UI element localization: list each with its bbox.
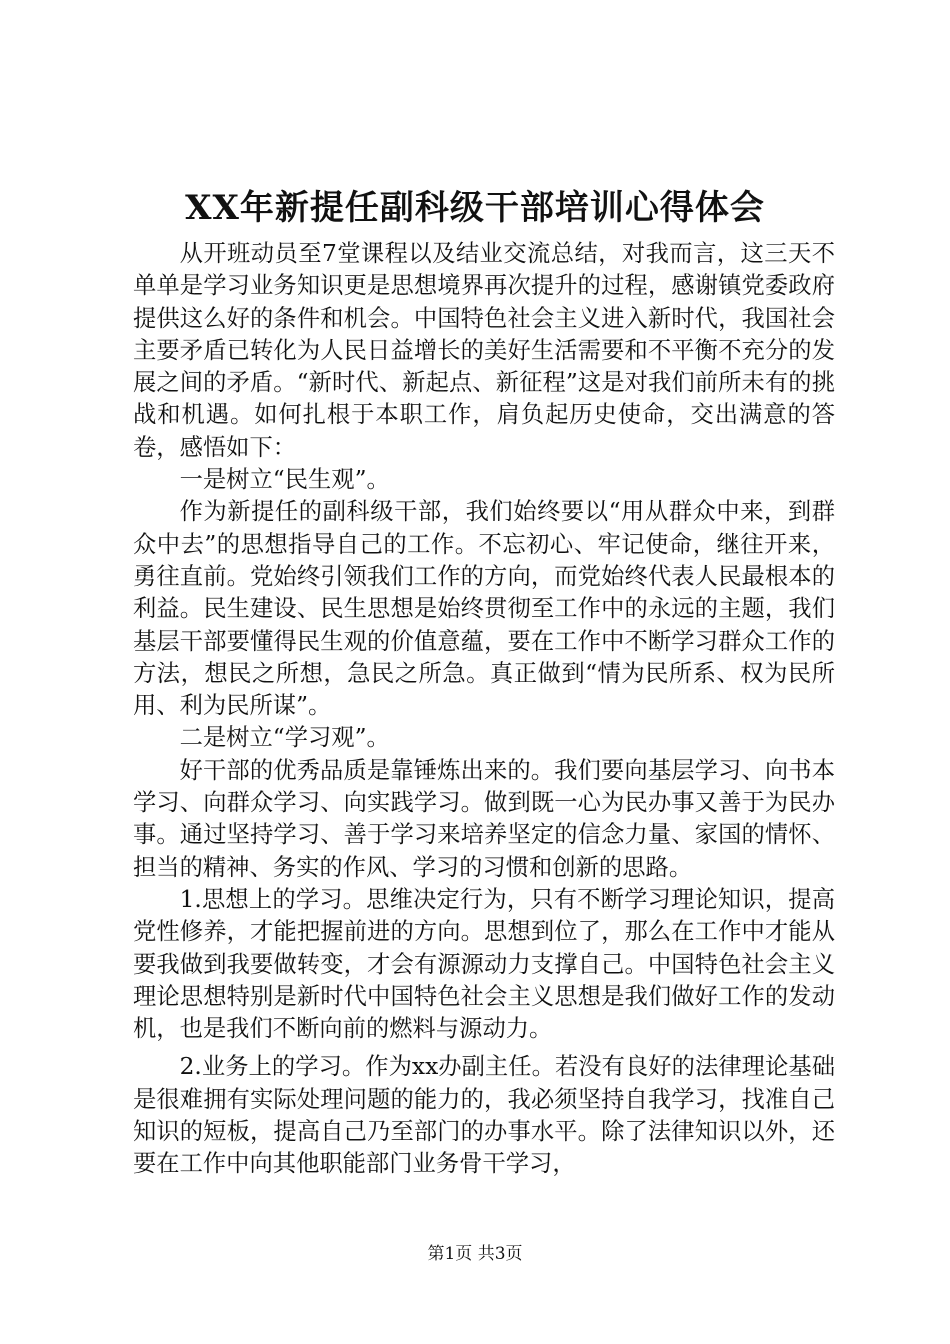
paragraph-minsheng: 作为新提任的副科级干部，我们始终要以“用从群众中来，到群众中去”的思想指导自己的工作。不忘初心、牢记使命，继往开来，勇往直前。党始终引领我们工作的方向，而党始终代表人民最根本的利益。民生建设、民生思想是始终贯彻至工作中的永远的主题，我们基层干部要懂得民生观的价值意蕴，要在工作中不断学习群众工作的方法，想民之所想，急民之所急。真正做到“情为民所系、权为民所用、利为民所谋”。 (133, 498, 835, 720)
page-footer: 第1页 共3页 (427, 1244, 523, 1264)
document-title: XX年新提任副科级干部培训心得体会 (185, 188, 765, 228)
paragraph-xuexi: 好干部的优秀品质是靠锤炼出来的。我们要向基层学习、向书本学习、向群众学习、向实践学习。做到既一心为民办事又善于为民办事。通过坚持学习、善于学习来培养坚定的信念力量、家国的情怀、担当的精神、务实的作风、学习的习惯和创新的思路。 (133, 756, 835, 881)
document-body (133, 238, 835, 1181)
paragraph-yewu: 2.业务上的学习。作为xx办副主任。若没有良好的法律理论基础是很难拥有实际处理问题的能力的，我必须坚持自我学习，找准自己知识的短板，提高自己乃至部门的办事水平。除了法律知识以外，还要在工作中向其他职能部门业务骨干学习， (133, 1053, 835, 1178)
heading-xuexi: 二是树立“学习观”。 (179, 724, 390, 752)
heading-minsheng: 一是树立“民生观”。 (179, 466, 390, 494)
paragraph-sixiang: 1.思想上的学习。思维决定行为，只有不断学习理论知识，提高党性修养，才能把握前进的方向。思想到位了，那么在工作中才能从要我做到我要做转变，才会有源源动力支撑自己。中国特色社会主义理论思想特别是新时代中国特色社会主义思想是我们做好工作的发动机，也是我们不断向前的燃料与源动力。 (133, 885, 835, 1043)
paragraph-intro: 从开班动员至7堂课程以及结业交流总结，对我而言，这三天不单单是学习业务知识更是思想境界再次提升的过程，感谢镇党委政府提供这么好的条件和机会。中国特色社会主义进入新时代，我国社会主要矛盾已转化为人民日益增长的美好生活需要和不平衡不充分的发展之间的矛盾。“新时代、新起点、新征程”这是对我们前所未有的挑战和机遇。如何扎根于本职工作，肩负起历史使命，交出满意的答卷，感悟如下： (133, 240, 835, 461)
